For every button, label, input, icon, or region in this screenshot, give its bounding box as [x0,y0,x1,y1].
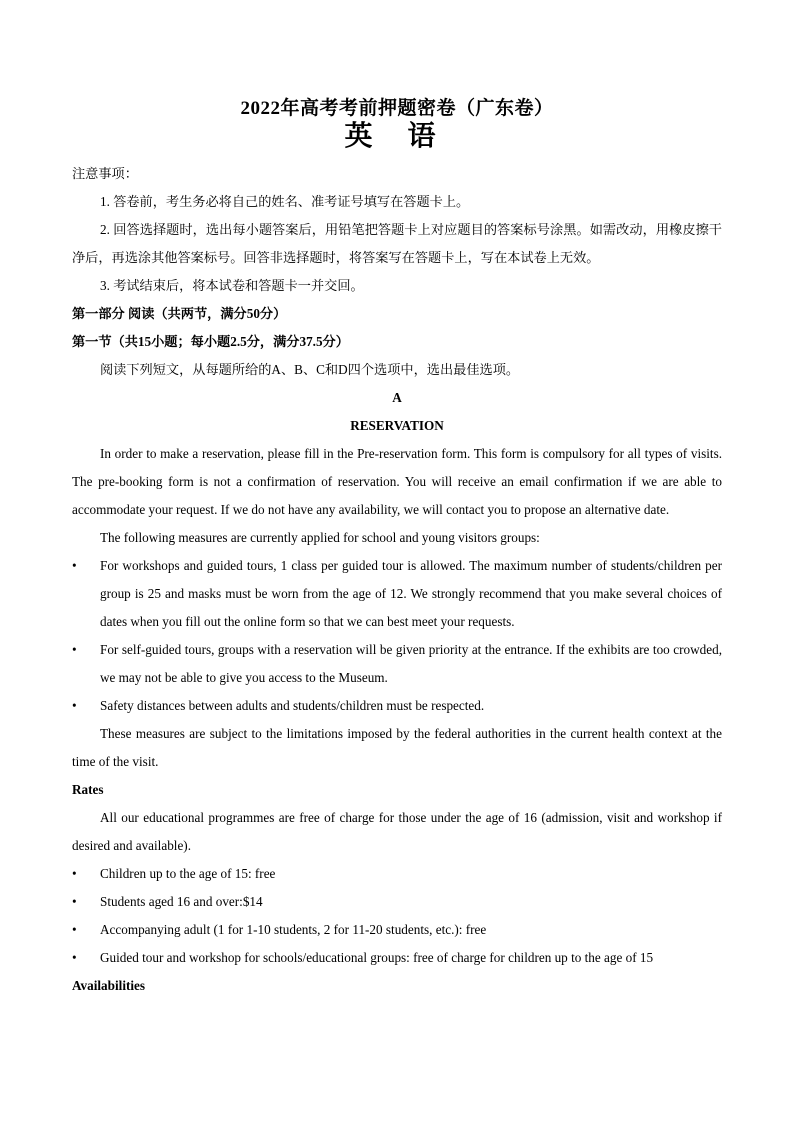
note-item-2: 2. 回答选择题时，选出每小题答案后，用铅笔把答题卡上对应题目的答案标号涂黑。如需改动，用橡皮擦干净后，再选涂其他答案标号。回答非选择题时，将答案写在答题卡上，写在本试卷上无效。 [72,222,722,265]
list-item-text: For workshops and guided tours, 1 class per guided tour is allowed. The maximum number of students/children per group is 25 and masks must be worn from the age of 12. We strongly recommend that you make several choices of dates when you fill out the online form so that we can best meet your requests. [100,558,722,629]
passage-paragraph-3: These measures are subject to the limitations imposed by the federal authorities in the current health context at the time of the visit. [72,726,722,769]
note-item-3: 3. 考试结束后，将本试卷和答题卡一并交回。 [100,278,364,293]
passage-letter: A [392,390,402,405]
bullet-icon: • [72,558,77,573]
passage-paragraph-1: In order to make a reservation, please fill in the Pre-reservation form. This form is compulsory for all types of visits. The pre-booking form is not a confirmation of reservation. You will receive an email confirmation if we are able to accommodate your request. If we do not have any availability, we will contact you to propose an alternative date. [72,446,722,517]
list-item-text: Safety distances between adults and students/children must be respected. [100,698,485,713]
exam-subject: 英 语 [344,121,450,152]
list-item [72,636,722,692]
part-heading: 第一部分 阅读（共两节，满分50分） [72,306,287,321]
note-item-1: 1. 答卷前，考生务必将自己的姓名、准考证号填写在答题卡上。 [100,194,470,209]
list-item [72,860,722,888]
availabilities-heading: Availabilities [72,978,146,993]
list-item [72,944,722,972]
list-item-text: Accompanying adult (1 for 1-10 students, 2 for 11-20 students, etc.): free [100,922,487,937]
list-item-text: Children up to the age of 15: free [100,866,276,881]
list-item [72,916,722,944]
rates-paragraph: All our educational programmes are free of charge for those under the age of 16 (admission, visit and workshop if desired and available). [72,810,722,853]
bullet-icon: • [72,950,77,965]
list-item [72,552,722,636]
list-item-text: For self-guided tours, groups with a reservation will be given priority at the entrance. If the exhibits are too crowded, we may not be able to give you access to the Museum. [100,642,722,685]
bullet-icon: • [72,698,77,713]
notes-heading: 注意事项： [72,166,138,181]
passage-title: RESERVATION [350,418,444,433]
list-item-text: Guided tour and workshop for schools/educational groups: free of charge for children up to the age of 15 [100,950,654,965]
list-item [72,888,722,916]
list-item-text: Students aged 16 and over:$14 [100,894,263,909]
bullet-icon: • [72,922,77,937]
bullet-icon: • [72,894,77,909]
reading-instruction: 阅读下列短文，从每题所给的A、B、C和D四个选项中，选出最佳选项。 [100,362,520,377]
exam-page [72,96,722,1000]
section-heading: 第一节（共15小题；每小题2.5分，满分37.5分） [72,334,349,349]
rates-heading: Rates [72,782,104,797]
bullet-icon: • [72,642,77,657]
passage-paragraph-2: The following measures are currently applied for school and young visitors groups: [100,530,540,545]
bullet-icon: • [72,866,77,881]
list-item [72,692,722,720]
exam-title: 2022年高考考前押题密卷（广东卷） [240,98,554,119]
